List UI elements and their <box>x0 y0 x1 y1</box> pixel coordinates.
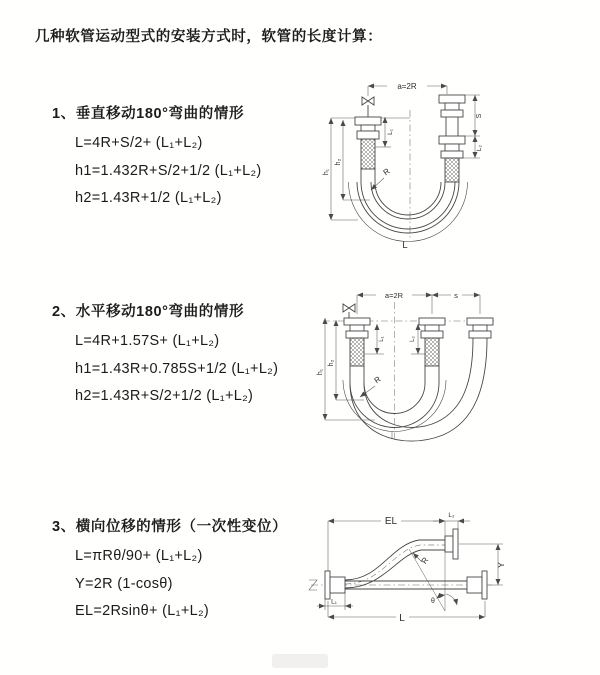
braided-hose-right <box>445 158 459 182</box>
section-lateral-displacement <box>52 515 287 626</box>
dim-label-h2: h₂ <box>335 158 342 166</box>
dim-label-l2: L₂ <box>448 512 455 519</box>
section-horizontal-movement <box>52 300 278 411</box>
formula-l: L=πRθ/90+ (L₁+L₂) <box>75 548 203 564</box>
valve-icon <box>362 97 374 105</box>
section-3-heading: 3、横向位移的情形（一次性变位） <box>52 519 288 535</box>
braided-hose-left <box>361 139 375 169</box>
hose-assembly <box>325 529 487 599</box>
radius-label: R <box>419 555 431 566</box>
formula-h2: h2=1.43R+1/2 (L₁+L₂) <box>75 190 222 206</box>
valve-icon <box>343 304 355 312</box>
diagram-lateral-displacement <box>305 505 600 663</box>
dim-label-l2: L₂ <box>476 144 483 152</box>
dim-label-l1: L₁ <box>387 129 394 135</box>
section-vertical-movement <box>52 102 262 213</box>
hose-assembly <box>349 95 468 242</box>
dim-lines <box>325 295 480 439</box>
braided-hose-left <box>350 338 364 366</box>
dim-label-y: Y <box>496 562 506 568</box>
dim-label-h2: h₂ <box>328 359 335 367</box>
radius-label: R <box>381 166 392 178</box>
diagram-vertical-180-bend <box>300 70 500 266</box>
dim-label-el: EL <box>384 516 398 527</box>
length-label: L <box>402 240 408 251</box>
formula-l: L=4R+1.57S+ (L₁+L₂) <box>75 333 220 349</box>
section-2-heading: 2、水平移动180°弯曲的情形 <box>52 304 245 320</box>
dim-label-l: L <box>399 613 405 624</box>
dim-label-s: s <box>454 291 458 300</box>
dim-label-a2r: a=2R <box>397 82 417 91</box>
dim-label-l2: L₂ <box>410 336 416 342</box>
dim-label-a2r: a=2R <box>384 291 404 300</box>
diagram-horizontal-180-bend <box>315 288 600 458</box>
diagram-2-svg <box>315 288 600 458</box>
diagram-3-svg <box>305 505 600 663</box>
dim-label-h1: h₁ <box>317 368 324 376</box>
formula-h1: h1=1.43R+0.785S+1/2 (L₁+L₂) <box>75 360 279 377</box>
watermark-smudge <box>272 654 328 668</box>
formula-el: EL=2Rsinθ+ (L₁+L₂) <box>75 603 210 619</box>
dim-label-l1: L₁ <box>331 598 337 606</box>
diagram-1-svg <box>300 70 500 266</box>
formula-h1: h1=1.432R+S/2+1/2 (L₁+L₂) <box>75 162 262 179</box>
dim-lines <box>317 521 503 617</box>
formula-h2: h2=1.43R+S/2+1/2 (L₁+L₂) <box>75 388 254 404</box>
page-title: 几种软管运动型式的安装方式时，软管的长度计算： <box>35 29 383 45</box>
dim-label-h1: h₁ <box>323 168 330 176</box>
section-1-heading: 1、垂直移动180°弯曲的情形 <box>52 106 245 122</box>
braided-hose-middle <box>425 338 439 366</box>
dim-label-l1: L₁ <box>379 336 385 342</box>
hose-centerline <box>345 545 445 584</box>
formula-l: L=4R+S/2+ (L₁+L₂) <box>75 135 203 151</box>
dim-label-s: S <box>476 113 483 119</box>
formula-y: Y=2R (1-cosθ) <box>75 575 173 592</box>
radius-label: R <box>372 374 383 386</box>
angle-label: θ <box>431 598 435 605</box>
